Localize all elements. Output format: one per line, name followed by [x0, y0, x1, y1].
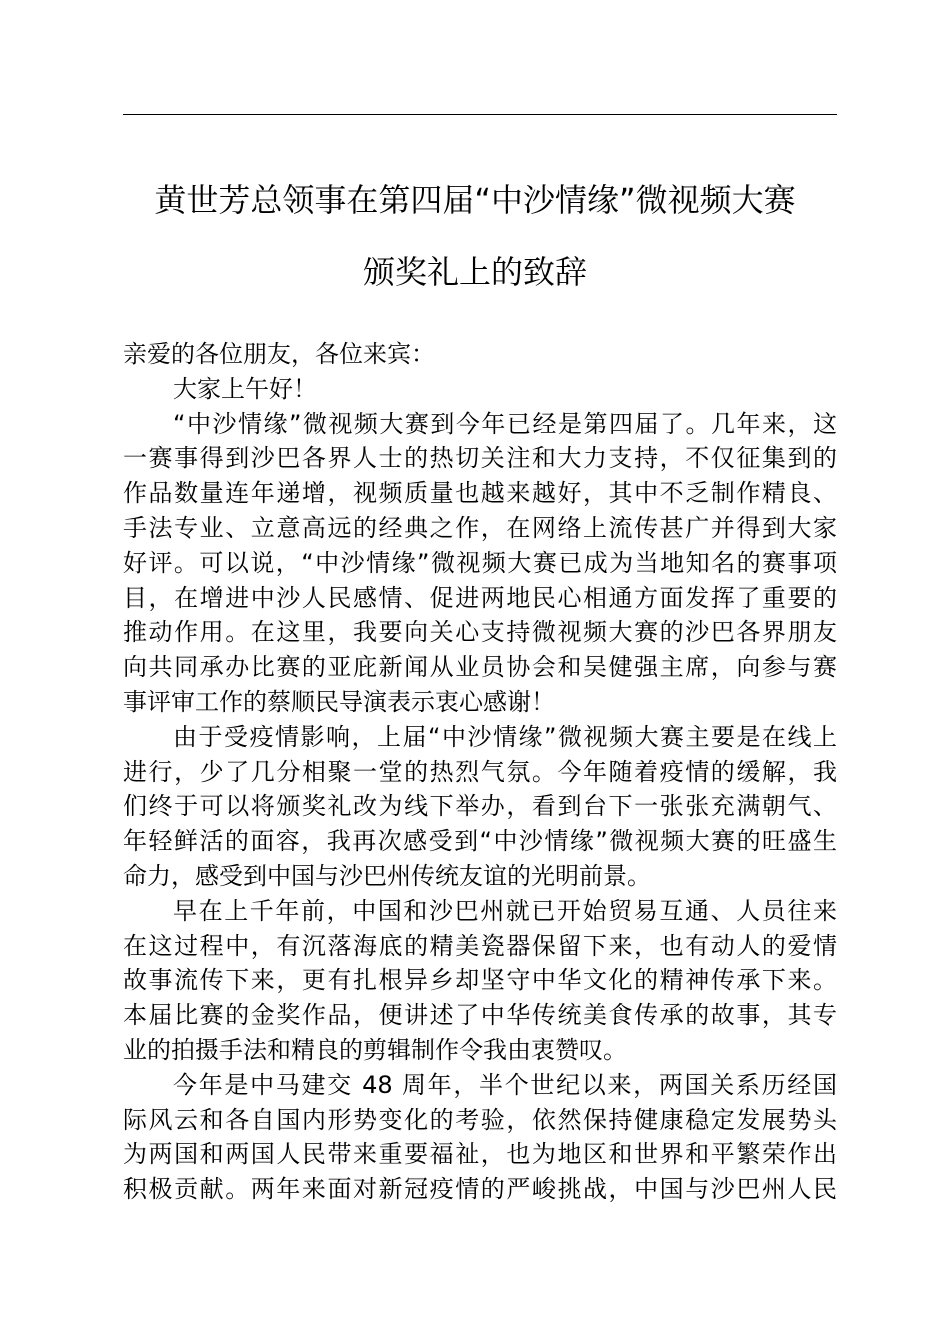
salutation: 亲爱的各位朋友，各位来宾： [123, 340, 435, 368]
paragraph-line: 手法专业、立意高远的经典之作，在网络上流传甚广并得到大家 [123, 513, 837, 542]
paragraph-line: 一赛事得到沙巴各界人士的热切关注和大力支持，不仅征集到的 [123, 444, 837, 473]
greeting: 大家上午好！ [173, 374, 317, 403]
paragraph-line: 在这过程中，有沉落海底的精美瓷器保留下来，也有动人的爱情 [123, 931, 837, 960]
paragraph-line: 本届比赛的金奖作品，便讲述了中华传统美食传承的故事，其专 [123, 1001, 837, 1030]
paragraph-line: 进行，少了几分相聚一堂的热烈气氛。今年随着疫情的缓解，我 [123, 757, 837, 786]
header-rule [123, 114, 837, 115]
paragraph-line: 向共同承办比赛的亚庇新闻从业员协会和吴健强主席，向参与赛 [123, 653, 837, 682]
paragraph-line: 事评审工作的蔡顺民导演表示衷心感谢！ [123, 687, 555, 716]
paragraph-line: 作品数量连年递增，视频质量也越来越好，其中不乏制作精良、 [123, 479, 837, 508]
title-line-2: 颁奖礼上的致辞 [362, 253, 587, 291]
paragraph-line: 好评。可以说，“中沙情缘”微视频大赛已成为当地知名的赛事项 [123, 548, 837, 577]
paragraph-line: 目，在增进中沙人民感情、促进两地民心相通方面发挥了重要的 [123, 583, 837, 612]
paragraph-line: 业的拍摄手法和精良的剪辑制作令我由衷赞叹。 [123, 1035, 627, 1064]
paragraph-line: 故事流传下来，更有扎根异乡却坚守中华文化的精神传承下来。 [123, 966, 837, 995]
paragraph-line: 早在上千年前，中国和沙巴州就已开始贸易互通、人员往来 [173, 896, 837, 925]
paragraph-line: 积极贡献。两年来面对新冠疫情的严峻挑战，中国与沙巴州人民 [123, 1175, 837, 1204]
title-line-1: 黄世芳总领事在第四届“中沙情缘”微视频大赛 [154, 181, 796, 219]
paragraph-line: 为两国和两国人民带来重要福祉，也为地区和世界和平繁荣作出 [123, 1140, 837, 1169]
paragraph-line: 今年是中马建交 48 周年，半个世纪以来，两国关系历经国 [173, 1070, 837, 1099]
paragraph-line: 命力，感受到中国与沙巴州传统友谊的光明前景。 [123, 861, 651, 890]
paragraph-line: 由于受疫情影响，上届“中沙情缘”微视频大赛主要是在线上 [173, 722, 837, 751]
paragraph-line: 推动作用。在这里，我要向关心支持微视频大赛的沙巴各界朋友 [123, 618, 837, 647]
paragraph-line: 们终于可以将颁奖礼改为线下举办，看到台下一张张充满朝气、 [123, 792, 837, 821]
speech-body [123, 337, 837, 1207]
paragraph-line: 际风云和各自国内形势变化的考验，依然保持健康稳定发展势头 [123, 1105, 837, 1134]
paragraph-line: “中沙情缘”微视频大赛到今年已经是第四届了。几年来，这 [173, 409, 837, 438]
paragraph-line: 年轻鲜活的面容，我再次感受到“中沙情缘”微视频大赛的旺盛生 [123, 827, 837, 856]
